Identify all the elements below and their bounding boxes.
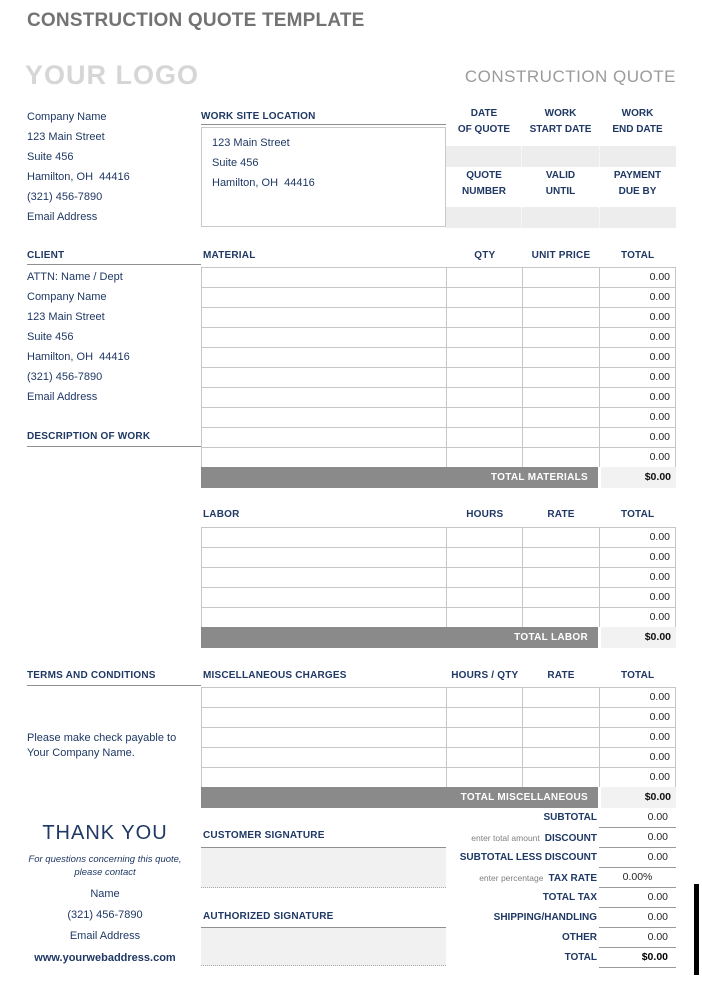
table-cell[interactable] <box>446 608 522 627</box>
header-line: WORK <box>544 108 577 119</box>
thank-you-block <box>15 822 195 964</box>
work-end-date-header <box>599 106 676 138</box>
table-cell[interactable] <box>522 768 599 787</box>
row-total-cell[interactable]: 0.00 <box>599 348 675 367</box>
table-row[interactable] <box>202 708 675 728</box>
total-materials-row <box>201 467 676 488</box>
quote-dates-header-row <box>446 106 676 138</box>
header-line: END DATE <box>612 124 663 135</box>
authorized-signature-header: AUTHORIZED SIGNATURE <box>203 911 334 922</box>
table-cell[interactable] <box>522 288 599 307</box>
table-cell[interactable] <box>522 368 599 387</box>
row-total-cell[interactable]: 0.00 <box>599 308 675 327</box>
header-line: START DATE <box>529 124 592 135</box>
summary-label: DISCOUNT <box>544 833 597 844</box>
row-total-cell[interactable]: 0.00 <box>599 268 675 287</box>
customer-signature-field[interactable] <box>201 847 446 888</box>
text-line: ATTN: Name / Dept <box>27 271 123 283</box>
table-cell[interactable] <box>202 548 446 567</box>
labor-header-row <box>201 507 676 523</box>
helper-text: enter total amount <box>471 833 540 843</box>
table-cell[interactable] <box>446 528 522 547</box>
summary-label-zone <box>201 888 599 908</box>
valid-until-field[interactable] <box>521 207 598 228</box>
table-row[interactable] <box>202 328 675 348</box>
summary-value[interactable]: 0.00 <box>599 928 676 948</box>
summary-label: TAX RATE <box>548 873 597 884</box>
contact-email: Email Address <box>69 930 141 942</box>
work-end-date-field[interactable] <box>599 146 676 167</box>
summary-value[interactable]: 0.00 <box>599 808 676 828</box>
table-cell[interactable] <box>202 688 446 707</box>
table-cell[interactable] <box>202 368 446 387</box>
website-link[interactable]: www.yourwebaddress.com <box>34 952 176 964</box>
materials-table <box>201 267 676 468</box>
table-cell[interactable] <box>446 268 522 287</box>
row-total-cell[interactable]: 0.00 <box>599 548 675 567</box>
row-total-cell[interactable]: 0.00 <box>599 688 675 707</box>
text-line: Suite 456 <box>212 157 259 169</box>
header-line: DUE BY <box>618 186 657 197</box>
client-info-block <box>27 267 197 407</box>
text-line: Company Name <box>27 111 107 123</box>
total-column-header: TOTAL <box>620 250 655 261</box>
summary-label: OTHER <box>562 932 597 943</box>
payment-due-by-field[interactable] <box>599 207 676 228</box>
company-info-block <box>27 107 197 227</box>
table-row[interactable] <box>202 348 675 368</box>
authorized-signature-field[interactable] <box>201 927 446 966</box>
table-cell[interactable] <box>202 388 446 407</box>
hours-column-header: HOURS <box>466 509 504 520</box>
text-line: 123 Main Street <box>212 137 290 149</box>
table-cell[interactable] <box>202 448 446 467</box>
client-header: CLIENT <box>27 250 65 261</box>
text-line: Suite 456 <box>27 331 74 343</box>
table-cell[interactable] <box>522 708 599 727</box>
text-line: (321) 456-7890 <box>27 191 103 203</box>
valid-until-header <box>522 168 599 200</box>
summary-label-zone <box>201 808 599 828</box>
text-line: Hamilton, OH 44416 <box>212 177 315 189</box>
table-cell[interactable] <box>522 448 599 467</box>
table-cell[interactable] <box>446 348 522 367</box>
table-row[interactable] <box>202 528 675 548</box>
table-row[interactable] <box>202 548 675 568</box>
table-cell[interactable] <box>202 408 446 427</box>
table-cell[interactable] <box>522 748 599 767</box>
header-line: NUMBER <box>462 186 506 197</box>
row-total-cell[interactable]: 0.00 <box>599 728 675 747</box>
terms-text: Please make check payable to Your Company Name. <box>27 732 177 759</box>
row-total-cell[interactable]: 0.00 <box>599 448 675 467</box>
text-line: Suite 456 <box>27 151 74 163</box>
work-site-location-header: WORK SITE LOCATION <box>201 111 316 122</box>
text-line: 123 Main Street <box>27 311 105 323</box>
table-cell[interactable] <box>522 268 599 287</box>
header-line: PAYMENT <box>613 170 662 181</box>
summary-label: TOTAL TAX <box>542 892 597 903</box>
table-row[interactable] <box>202 608 675 628</box>
table-cell[interactable] <box>446 428 522 447</box>
table-row[interactable] <box>202 288 675 308</box>
table-cell[interactable] <box>522 528 599 547</box>
quote-number-input-row <box>446 207 676 228</box>
text-line: Email Address <box>27 391 98 403</box>
total-materials-label: TOTAL MATERIALS <box>201 467 598 488</box>
table-cell[interactable] <box>446 768 522 787</box>
contact-name: Name <box>90 888 120 900</box>
table-cell[interactable] <box>522 608 599 627</box>
row-total-cell[interactable]: 0.00 <box>599 708 675 727</box>
labor-table <box>201 527 676 628</box>
summary-row <box>201 888 676 908</box>
table-cell[interactable] <box>446 328 522 347</box>
header-line: VALID <box>545 170 576 181</box>
rate-column-header: RATE <box>547 509 575 520</box>
row-total-cell[interactable]: 0.00 <box>599 288 675 307</box>
total-materials-value: $0.00 <box>601 467 676 488</box>
summary-value[interactable]: 0.00 <box>599 908 676 928</box>
total-misc-row <box>201 787 676 808</box>
document-heading: CONSTRUCTION QUOTE <box>464 67 676 86</box>
text-line: Hamilton, OH 44416 <box>27 171 130 183</box>
total-labor-label: TOTAL LABOR <box>201 627 598 648</box>
table-cell[interactable] <box>202 348 446 367</box>
total-misc-value: $0.00 <box>601 787 676 808</box>
table-cell[interactable] <box>202 268 446 287</box>
table-cell[interactable] <box>202 728 446 747</box>
rate-column-header: RATE <box>547 670 575 681</box>
table-cell[interactable] <box>446 388 522 407</box>
table-cell[interactable] <box>522 308 599 327</box>
table-cell[interactable] <box>446 448 522 467</box>
client-underline <box>27 264 201 265</box>
work-site-location-box[interactable] <box>201 127 446 227</box>
row-total-cell[interactable]: 0.00 <box>599 748 675 767</box>
summary-label: SUBTOTAL LESS DISCOUNT <box>459 852 597 863</box>
table-cell[interactable] <box>522 548 599 567</box>
table-cell[interactable] <box>446 408 522 427</box>
table-cell[interactable] <box>202 768 446 787</box>
table-cell[interactable] <box>446 568 522 587</box>
table-cell[interactable] <box>446 688 522 707</box>
table-row[interactable] <box>202 568 675 588</box>
thank-you-title: THANK YOU <box>42 822 168 844</box>
table-row[interactable] <box>202 428 675 448</box>
table-cell[interactable] <box>446 548 522 567</box>
row-total-cell[interactable]: 0.00 <box>599 328 675 347</box>
header-line: OF QUOTE <box>457 124 511 135</box>
table-cell[interactable] <box>202 308 446 327</box>
row-total-cell[interactable]: 0.00 <box>599 388 675 407</box>
table-row[interactable] <box>202 268 675 288</box>
summary-value[interactable]: 0.00% <box>599 868 676 888</box>
header-line: QUOTE <box>466 170 502 181</box>
summary-row <box>201 808 676 828</box>
header-line: UNTIL <box>545 186 576 197</box>
text-line: Hamilton, OH 44416 <box>27 351 130 363</box>
quote-number-field[interactable] <box>446 207 521 228</box>
table-cell[interactable] <box>202 748 446 767</box>
qty-column-header: QTY <box>474 250 496 261</box>
customer-signature-header: CUSTOMER SIGNATURE <box>203 830 325 841</box>
table-cell[interactable] <box>522 408 599 427</box>
total-labor-row <box>201 627 676 648</box>
table-cell[interactable] <box>446 748 522 767</box>
table-cell[interactable] <box>446 728 522 747</box>
table-cell[interactable] <box>522 328 599 347</box>
table-cell[interactable] <box>522 568 599 587</box>
table-row[interactable] <box>202 588 675 608</box>
table-row[interactable] <box>202 768 675 788</box>
table-cell[interactable] <box>202 568 446 587</box>
text-line: Company Name <box>27 291 107 303</box>
table-row[interactable] <box>202 728 675 748</box>
table-cell[interactable] <box>202 528 446 547</box>
row-total-cell[interactable]: 0.00 <box>599 608 675 627</box>
total-labor-value: $0.00 <box>601 627 676 648</box>
description-of-work-underline <box>27 446 201 447</box>
table-cell[interactable] <box>522 588 599 607</box>
table-cell[interactable] <box>522 728 599 747</box>
row-total-cell[interactable]: 0.00 <box>599 568 675 587</box>
payment-due-by-header <box>599 168 676 200</box>
labor-column-header: LABOR <box>203 509 240 520</box>
table-cell[interactable] <box>446 288 522 307</box>
note-line: please contact <box>74 867 136 878</box>
summary-value[interactable]: $0.00 <box>599 948 676 968</box>
table-cell[interactable] <box>522 388 599 407</box>
date-of-quote-field[interactable] <box>446 146 521 167</box>
table-row[interactable] <box>202 448 675 468</box>
work-start-date-field[interactable] <box>521 146 598 167</box>
misc-table <box>201 687 676 788</box>
table-cell[interactable] <box>522 428 599 447</box>
table-cell[interactable] <box>446 708 522 727</box>
terms-underline <box>27 685 201 686</box>
header-line: WORK <box>621 108 654 119</box>
row-total-cell[interactable]: 0.00 <box>599 768 675 787</box>
row-total-cell[interactable]: 0.00 <box>599 408 675 427</box>
summary-label: TOTAL <box>564 952 597 963</box>
row-total-cell[interactable]: 0.00 <box>599 368 675 387</box>
misc-charges-column-header: MISCELLANEOUS CHARGES <box>203 670 347 681</box>
table-cell[interactable] <box>446 368 522 387</box>
text-line: (321) 456-7890 <box>27 371 103 383</box>
misc-header-row <box>201 668 676 684</box>
table-cell[interactable] <box>522 348 599 367</box>
helper-text: enter percentage <box>479 873 544 883</box>
materials-header-row <box>201 248 676 264</box>
table-cell[interactable] <box>202 428 446 447</box>
logo-placeholder: YOUR LOGO <box>25 60 200 90</box>
table-row[interactable] <box>202 748 675 768</box>
header-line: DATE <box>470 108 498 119</box>
page-title: CONSTRUCTION QUOTE TEMPLATE <box>27 10 365 31</box>
table-cell[interactable] <box>202 328 446 347</box>
table-row[interactable] <box>202 688 675 708</box>
text-line: 123 Main Street <box>27 131 105 143</box>
work-site-underline <box>201 124 446 125</box>
table-row[interactable] <box>202 308 675 328</box>
quote-dates-input-row <box>446 146 676 167</box>
summary-value[interactable]: 0.00 <box>599 828 676 848</box>
summary-value[interactable]: 0.00 <box>599 888 676 908</box>
table-cell[interactable] <box>202 588 446 607</box>
work-start-date-header <box>522 106 599 138</box>
terms-header: TERMS AND CONDITIONS <box>27 670 156 681</box>
total-column-header: TOTAL <box>620 670 655 681</box>
hours-qty-column-header: HOURS / QTY <box>451 670 519 681</box>
table-cell[interactable] <box>202 288 446 307</box>
row-total-cell[interactable]: 0.00 <box>599 588 675 607</box>
total-misc-label: TOTAL MISCELLANEOUS <box>201 787 598 808</box>
table-cell[interactable] <box>202 708 446 727</box>
table-cell[interactable] <box>522 688 599 707</box>
note-line: For questions concerning this quote, <box>28 854 182 865</box>
total-column-header: TOTAL <box>620 509 655 520</box>
table-cell[interactable] <box>446 588 522 607</box>
quote-number-header-row <box>446 168 676 200</box>
date-of-quote-header <box>446 106 522 138</box>
table-row[interactable] <box>202 388 675 408</box>
description-of-work-header: DESCRIPTION OF WORK <box>27 431 151 442</box>
contact-phone: (321) 456-7890 <box>67 909 143 921</box>
unit-price-column-header: UNIT PRICE <box>531 250 591 261</box>
thank-you-note <box>15 853 195 879</box>
text-line: Email Address <box>27 211 98 223</box>
summary-value[interactable]: 0.00 <box>599 848 676 868</box>
scrollbar-thumb[interactable] <box>694 884 699 975</box>
table-row[interactable] <box>202 368 675 388</box>
table-cell[interactable] <box>202 608 446 627</box>
summary-label: SHIPPING/HANDLING <box>493 912 597 923</box>
table-row[interactable] <box>202 408 675 428</box>
row-total-cell[interactable]: 0.00 <box>599 528 675 547</box>
quote-number-header <box>446 168 522 200</box>
summary-label: SUBTOTAL <box>543 812 597 823</box>
material-column-header: MATERIAL <box>203 250 256 261</box>
table-cell[interactable] <box>446 308 522 327</box>
row-total-cell[interactable]: 0.00 <box>599 428 675 447</box>
